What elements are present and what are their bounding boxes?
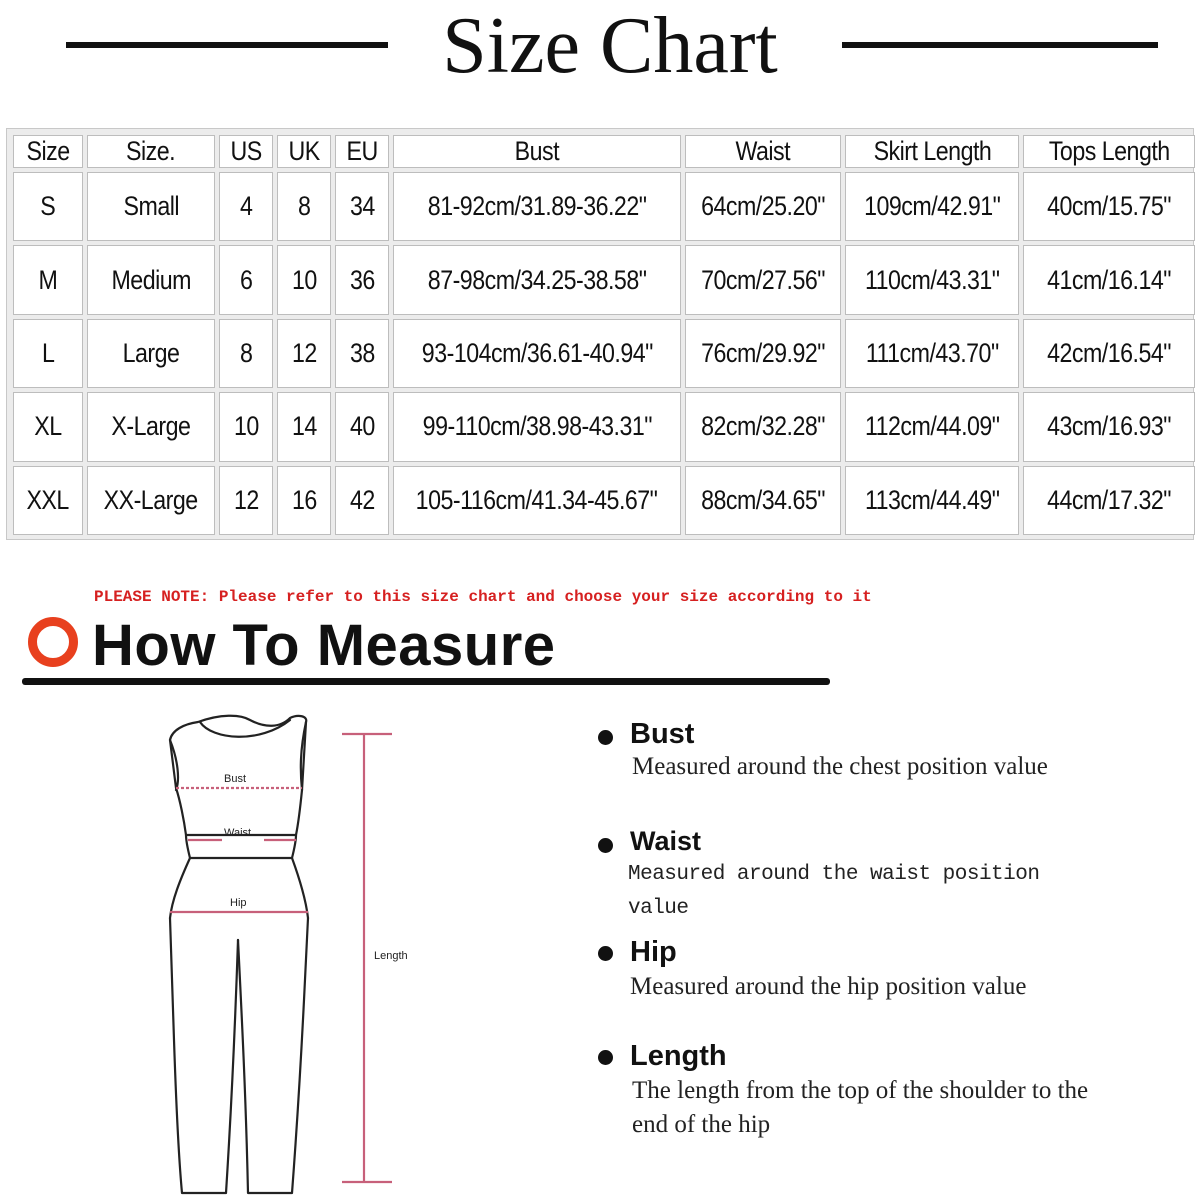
cell-waist: 76cm/29.92" <box>685 319 841 388</box>
cell-size: XL <box>13 392 83 461</box>
cell-uk: 14 <box>277 392 331 461</box>
cell-size: M <box>13 245 83 314</box>
cell-tops-length: 43cm/16.93" <box>1023 392 1195 461</box>
item-title-length: Length <box>630 1040 727 1072</box>
table-row <box>13 466 1195 535</box>
jumpsuit-figure <box>150 700 450 1200</box>
cell-eu: 38 <box>335 319 389 388</box>
cell-us: 6 <box>219 245 273 314</box>
cell-bust: 105-116cm/41.34-45.67" <box>393 466 681 535</box>
cell-waist: 82cm/32.28" <box>685 392 841 461</box>
cell-tops-length: 44cm/17.32" <box>1023 466 1195 535</box>
measure-underline <box>22 678 830 685</box>
cell-skirt-length: 110cm/43.31" <box>845 245 1019 314</box>
cell-size-name: XX-Large <box>87 466 215 535</box>
cell-waist: 88cm/34.65" <box>685 466 841 535</box>
measure-title: How To Measure <box>92 613 556 678</box>
cell-size-name: Medium <box>87 245 215 314</box>
size-note: PLEASE NOTE: Please refer to this size chart and choose your size according to it <box>94 588 872 606</box>
table-row <box>13 319 1195 388</box>
cell-waist: 64cm/25.20" <box>685 172 841 241</box>
cell-skirt-length: 113cm/44.49" <box>845 466 1019 535</box>
header-size: Size <box>13 135 83 168</box>
cell-skirt-length: 111cm/43.70" <box>845 319 1019 388</box>
bullet-icon <box>598 946 613 961</box>
cell-us: 4 <box>219 172 273 241</box>
figure-label-bust: Bust <box>224 773 247 785</box>
cell-eu: 42 <box>335 466 389 535</box>
figure-label-length: Length <box>374 950 408 962</box>
item-title-hip: Hip <box>630 936 677 968</box>
item-desc-length: The length from the top of the shoulder to the end of the hip <box>632 1077 1089 1138</box>
cell-tops-length: 40cm/15.75" <box>1023 172 1195 241</box>
title-section <box>0 0 1200 100</box>
cell-size: L <box>13 319 83 388</box>
cell-skirt-length: 112cm/44.09" <box>845 392 1019 461</box>
cell-us: 10 <box>219 392 273 461</box>
cell-size-name: Small <box>87 172 215 241</box>
header-eu: EU <box>335 135 389 168</box>
table-row <box>13 172 1195 241</box>
bullet-icon <box>598 838 613 853</box>
bullet-icon <box>598 730 613 745</box>
header-us: US <box>219 135 273 168</box>
cell-tops-length: 42cm/16.54" <box>1023 319 1195 388</box>
cell-size: S <box>13 172 83 241</box>
size-table <box>9 131 1199 539</box>
header-waist: Waist <box>685 135 841 168</box>
table-row <box>13 245 1195 314</box>
item-desc-hip: Measured around the hip position value <box>630 973 1027 1000</box>
cell-eu: 40 <box>335 392 389 461</box>
cell-us: 12 <box>219 466 273 535</box>
cell-bust: 99-110cm/38.98-43.31" <box>393 392 681 461</box>
cell-bust: 81-92cm/31.89-36.22" <box>393 172 681 241</box>
cell-eu: 36 <box>335 245 389 314</box>
cell-uk: 10 <box>277 245 331 314</box>
item-title-bust: Bust <box>630 718 695 750</box>
cell-waist: 70cm/27.56" <box>685 245 841 314</box>
cell-tops-length: 41cm/16.14" <box>1023 245 1195 314</box>
circle-icon <box>28 617 78 667</box>
title-rule-left <box>66 42 388 48</box>
title-rule-right <box>842 42 1158 48</box>
cell-eu: 34 <box>335 172 389 241</box>
cell-size-name: X-Large <box>87 392 215 461</box>
page-title: Size Chart <box>442 2 778 90</box>
cell-bust: 93-104cm/36.61-40.94" <box>393 319 681 388</box>
cell-size: XXL <box>13 466 83 535</box>
cell-uk: 8 <box>277 172 331 241</box>
table-row <box>13 392 1195 461</box>
header-tops-length: Tops Length <box>1023 135 1195 168</box>
cell-size-name: Large <box>87 319 215 388</box>
figure-label-waist: Waist <box>224 827 252 839</box>
header-bust: Bust <box>393 135 681 168</box>
size-table-container <box>6 128 1194 540</box>
cell-uk: 12 <box>277 319 331 388</box>
table-header-row <box>13 135 1195 168</box>
header-size-name: Size. <box>87 135 215 168</box>
cell-bust: 87-98cm/34.25-38.58" <box>393 245 681 314</box>
figure-label-hip: Hip <box>230 897 247 909</box>
cell-uk: 16 <box>277 466 331 535</box>
cell-us: 8 <box>219 319 273 388</box>
header-uk: UK <box>277 135 331 168</box>
item-desc-bust: Measured around the chest position value <box>632 753 1048 780</box>
cell-skirt-length: 109cm/42.91" <box>845 172 1019 241</box>
bullet-icon <box>598 1050 613 1065</box>
item-desc-waist: Measured around the waist position value <box>628 863 1040 920</box>
header-skirt-length: Skirt Length <box>845 135 1019 168</box>
item-title-waist: Waist <box>630 826 702 856</box>
